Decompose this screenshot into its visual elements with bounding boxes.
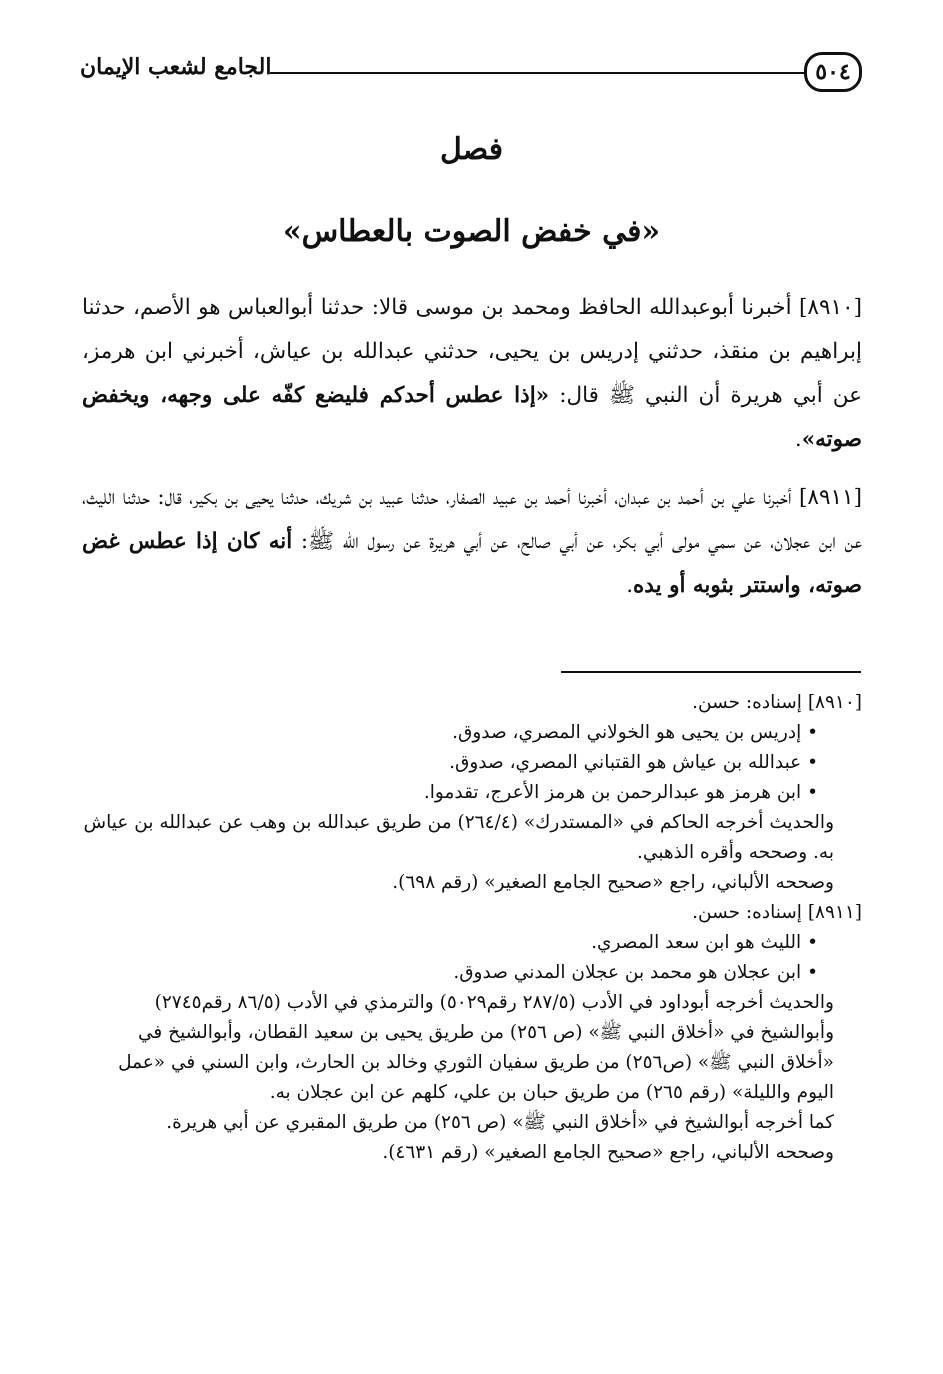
footnote-text: والحديث أخرجه أبوداود في الأدب (٢٨٧/٥ رقم٥٠٢٩) والترمذي في الأدب (٨٦/٥ رقم٢٧٤٥) وأبوالشيخ في «أخلاق النبي ﷺ» (ص ٢٥٦) من طريق يحيى بن سعيد القطان، وأبوالشيخ في «أخلاق النبي ﷺ» (ص٢٥٦) من طريق سفيان الثوري وخالد بن الحارث، وابن السني في «عمل اليوم والليلة» (رقم ٢٦٥) من طريق حبان بن علي، كلهم عن ابن عجلان به. xyxy=(118,992,834,1103)
hadith-matn: «إذا عطس أحدكم فليضع كفّه على وجهه، ويخفض صوته» xyxy=(82,383,862,452)
page-header xyxy=(80,48,862,100)
hadith-paragraph xyxy=(82,476,862,608)
header-rule xyxy=(270,72,804,74)
hadith-matn: أنه كان إذا عطس غض صوته، واستتر بثوبه أو يده xyxy=(82,529,862,598)
hadith-end: . xyxy=(626,573,634,598)
footnote-title: [٨٩١٠] إسناده: حسن. xyxy=(692,692,862,713)
footnote-text: وصححه الألباني، راجع «صحيح الجامع الصغير» (رقم ٤٦٣١). xyxy=(382,1142,834,1163)
chapter-title: «في خفض الصوت بالعطاس» xyxy=(282,214,661,249)
hadith-chain: أخبرنا أبوعبدالله الحافظ ومحمد بن موسى قالا: حدثنا أبوالعباس هو الأصم، حدثنا إبراهيم بن منقذ، حدثني إدريس بن يحيى، حدثني عبدالله بن عياش، أخبرني ابن هرمز، عن أبي هريرة أن النبي ﷺ قال: xyxy=(82,295,862,408)
book-title: الجامع لشعب الإيمان xyxy=(80,54,272,80)
footnotes xyxy=(82,688,862,1168)
footnote-bullet: • ابن عجلان هو محمد بن عجلان المدني صدوق. xyxy=(453,962,818,983)
footnote-text: كما أخرجه أبوالشيخ في «أخلاق النبي ﷺ» (ص ٢٥٦) من طريق المقبري عن أبي هريرة. xyxy=(166,1112,834,1133)
footnote-text: والحديث أخرجه الحاكم في «المستدرك» (٢٦٤/٤) من طريق عبدالله بن وهب عن عبدالله بن عياش به. وصححه وأقره الذهبي. xyxy=(83,812,834,863)
page-number: ٥٠٤ xyxy=(804,52,862,92)
footnote-bullet: • إدريس بن يحيى هو الخولاني المصري، صدوق. xyxy=(452,722,818,743)
section-title: فصل xyxy=(439,132,504,167)
hadith-end: . xyxy=(794,427,802,452)
hadith-number: [٨٩١١] xyxy=(799,485,862,510)
footnote-text: وصححه الألباني، راجع «صحيح الجامع الصغير» (رقم ٦٩٨). xyxy=(392,872,834,893)
hadith-chain: أخبرنا علي بن أحمد بن عبدان، أخبرنا أحمد بن عبيد الصفار، حدثنا عبيد بن شريك، حدثنا يحيى بن بكير، قال: حدثنا الليث، عن ابن عجلان، عن سمي مولى أبي بكر، عن أبي صالح، عن أبي هريرة عن رسول الله ﷺ: xyxy=(82,485,862,554)
footnote-separator xyxy=(561,671,861,673)
footnote-bullet: • عبدالله بن عياش هو القتباني المصري، صدوق. xyxy=(449,752,818,773)
footnote-title: [٨٩١١] إسناده: حسن. xyxy=(692,902,862,923)
footnote-bullet: • ابن هرمز هو عبدالرحمن بن هرمز الأعرج، تقدموا. xyxy=(423,782,818,803)
hadith-paragraph xyxy=(82,286,862,462)
main-text xyxy=(82,286,862,622)
footnote-bullet: • الليث هو ابن سعد المصري. xyxy=(591,932,818,953)
hadith-number: [٨٩١٠] xyxy=(799,295,862,320)
